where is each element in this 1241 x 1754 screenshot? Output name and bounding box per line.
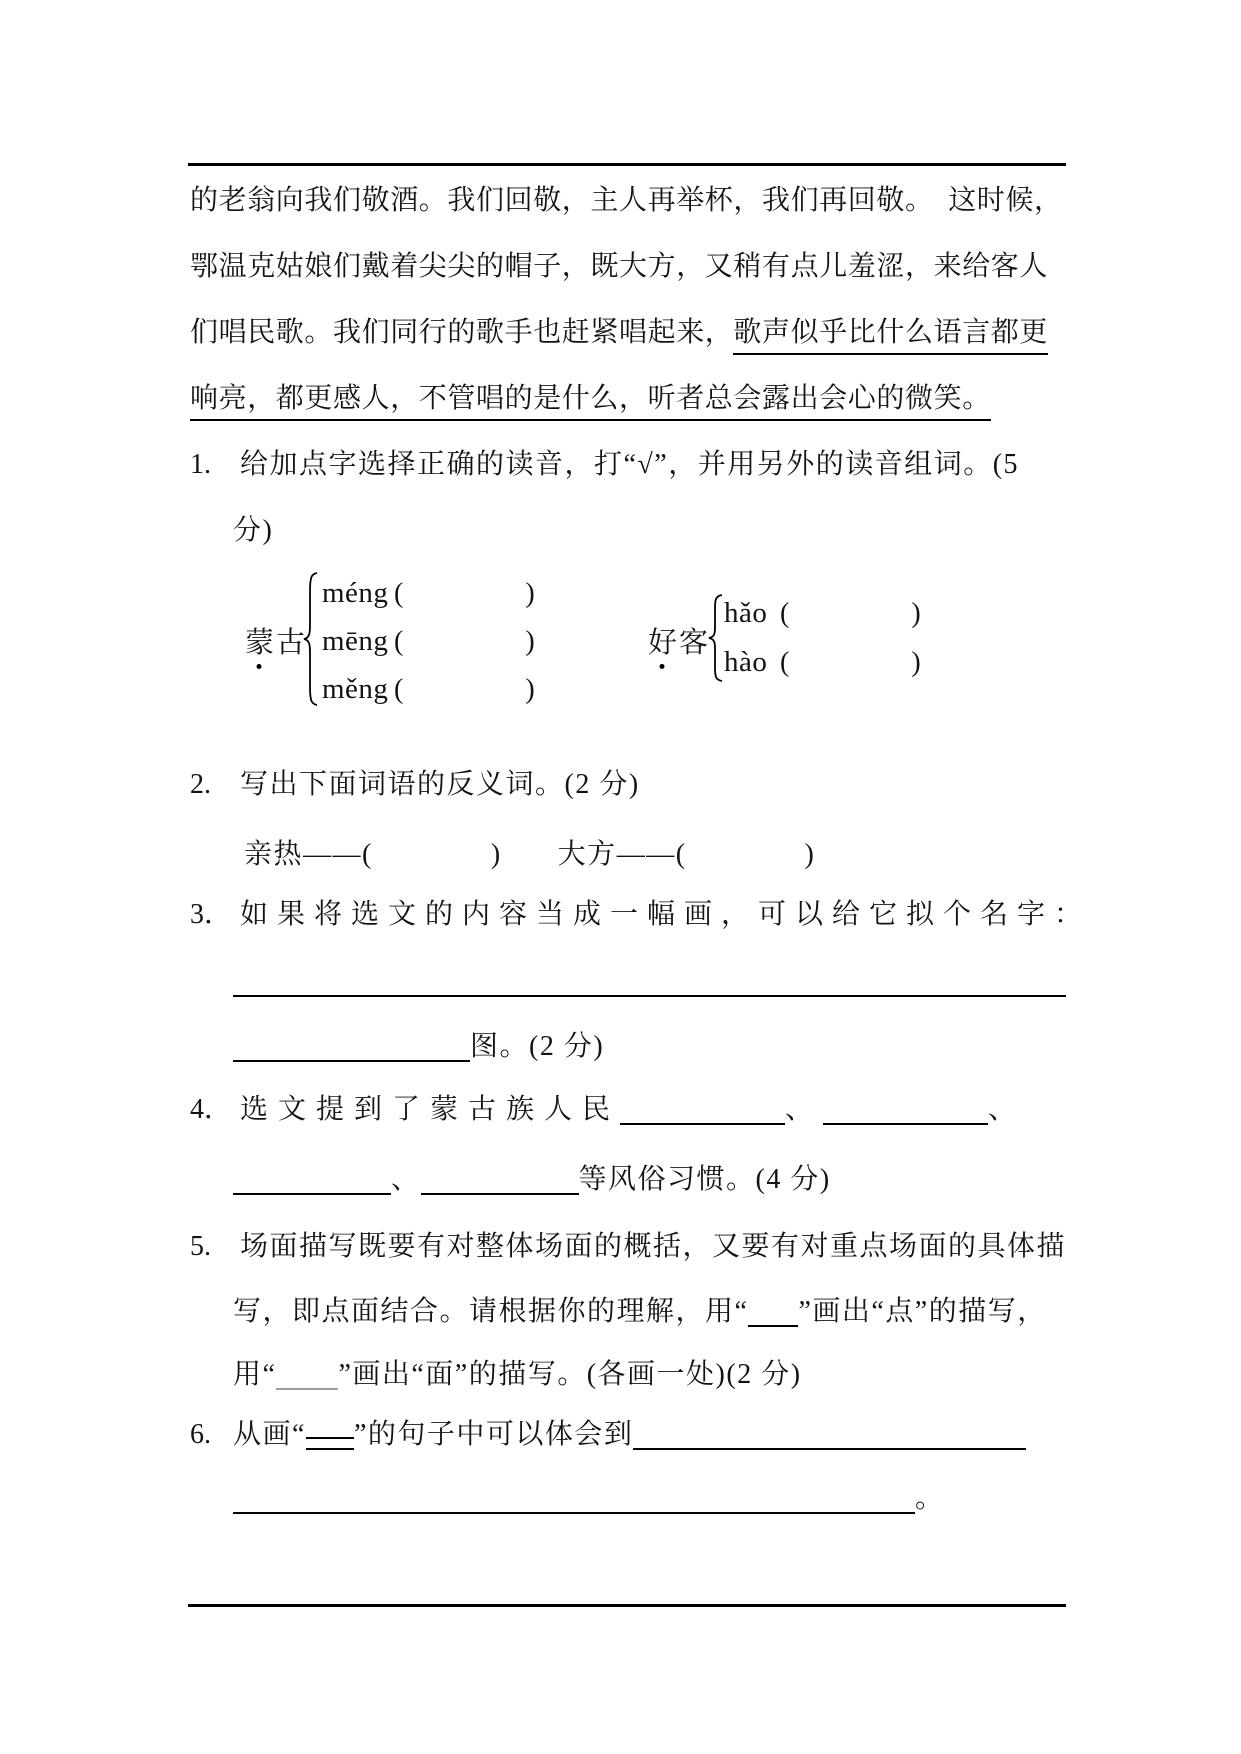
passage-line-3 (190, 316, 1048, 350)
close-paren: ) (525, 674, 535, 705)
question-1-number: 1. (190, 449, 211, 480)
q1-word-rest: 古 (276, 627, 308, 659)
q1-option-row (724, 645, 921, 680)
q5-line2-post: ”画出“点”的描写， (798, 1296, 1047, 1327)
q2-word: 亲热 (244, 839, 304, 870)
pinyin-label: hào (724, 646, 768, 678)
question-3-text: 如果将选文的内容当成一幅画，可以给它拟个名字： (240, 899, 1092, 930)
question-2-text: 写出下面词语的反义词。(2 分) (240, 769, 640, 800)
q3-answer-blank (233, 1032, 470, 1062)
passage-line-2 (190, 250, 1048, 284)
close-paren: ) (911, 598, 921, 629)
q1-option-row (724, 596, 921, 631)
open-paren: ( (394, 578, 404, 609)
question-3 (190, 898, 1091, 932)
question-1-text: 给加点字选择正确的读音，打“√”，并用另外的读音组词。(5 (240, 449, 1020, 480)
close-paren: ) (490, 839, 502, 870)
question-1-continuation (233, 514, 273, 548)
q1-word-haoke (648, 620, 710, 661)
q5-area-line-mark (276, 1360, 338, 1390)
q5-point-line-mark (748, 1297, 798, 1327)
open-paren: ( (780, 598, 790, 629)
question-4-number: 4． (190, 1094, 233, 1125)
question-5-line2 (233, 1295, 1047, 1329)
q6-double-underline-mark (306, 1437, 354, 1450)
question-4-tail: 等风俗习惯。(4 分) (578, 1164, 831, 1195)
q1-option-row (322, 624, 535, 659)
q1-option-row (322, 672, 535, 707)
curly-brace (708, 594, 724, 682)
passage-line-1 (190, 184, 1063, 218)
q5-line2-pre: 写，即点面结合。请根据你的理解，用“ (233, 1296, 749, 1327)
question-5-line3 (233, 1358, 802, 1392)
open-paren: ( (780, 647, 790, 678)
open-paren: ( (394, 674, 404, 705)
close-paren: ) (525, 578, 535, 609)
question-5-number: 5. (190, 1231, 211, 1262)
q1-dotted-char: 好 (648, 627, 680, 659)
passage-line-4 (190, 382, 991, 416)
dun-comma: 、 (391, 1164, 421, 1195)
pinyin-label: měng (322, 673, 389, 705)
question-6-continuation (233, 1482, 945, 1516)
passage-text: 们唱民歌。我们同行的歌手也赶紧唱起来， (190, 317, 734, 348)
passage-underlined-text: 响亮，都更感人，不管唱的是什么，听者总会露出会心的微笑。 (190, 383, 991, 421)
q1-option-row (322, 576, 535, 611)
question-3-continuation (233, 1030, 604, 1064)
q2-connector: ——( (303, 839, 373, 870)
dun-comma: 、 (988, 1094, 1027, 1125)
question-5 (190, 1230, 1066, 1264)
q4-answer-blank (233, 1165, 391, 1195)
q5-line3-post: ”画出“面”的描写。(各画一处)(2 分) (338, 1359, 802, 1390)
question-5-line1: 场面描写既要有对整体场面的概括，又要有对重点场面的具体描 (240, 1231, 1067, 1262)
q4-answer-blank (823, 1095, 988, 1125)
q6-answer-blank (233, 1484, 915, 1514)
open-paren: ( (394, 626, 404, 657)
question-2-answers (244, 838, 815, 872)
question-4-continuation (233, 1163, 831, 1197)
question-4 (190, 1093, 1026, 1127)
passage-text: 鄂温克姑娘们戴着尖尖的帽子，既大方，又稍有点儿羞涩，来给客人 (190, 251, 1049, 282)
q6-post: ”的句子中可以体会到 (353, 1419, 634, 1450)
q5-line3-pre: 用“ (233, 1359, 277, 1390)
q4-answer-blank (620, 1095, 785, 1125)
passage-text: 的老翁向我们敬酒。我们回敬，主人再举杯，我们再回敬。 这时候， (190, 185, 1063, 216)
q3-answer-line (233, 995, 1066, 997)
question-2 (190, 768, 640, 802)
q1-word-rest: 客 (679, 627, 711, 659)
q6-pre: 从画“ (233, 1419, 306, 1450)
passage-underlined-text: 歌声似乎比什么语言都更 (733, 317, 1048, 355)
question-6-number: 6. (190, 1419, 211, 1450)
bottom-divider-line (188, 1604, 1066, 1607)
curly-brace (303, 572, 319, 706)
question-6 (190, 1418, 1026, 1452)
question-1 (190, 448, 1019, 482)
full-stop: 。 (915, 1483, 945, 1514)
close-paren: ) (804, 839, 816, 870)
q1-dotted-char: 蒙 (245, 627, 277, 659)
question-3-suffix: 图。(2 分) (470, 1031, 605, 1062)
dun-comma: 、 (785, 1094, 824, 1125)
question-3-number: 3． (190, 899, 233, 930)
question-2-number: 2. (190, 769, 211, 800)
q4-answer-blank (421, 1165, 579, 1195)
q1-word-menggu (245, 620, 307, 661)
pinyin-label: hǎo (724, 597, 768, 629)
question-4-lead: 选文提到了蒙古族人民 (240, 1094, 621, 1125)
close-paren: ) (525, 626, 535, 657)
q2-word: 大方 (557, 839, 617, 870)
pinyin-label: mēng (322, 625, 389, 657)
close-paren: ) (911, 647, 921, 678)
q6-answer-blank (633, 1420, 1026, 1450)
pinyin-label: méng (322, 577, 389, 609)
q2-connector: ——( (616, 839, 687, 870)
question-1-text-cont: 分) (233, 515, 274, 546)
top-divider-line (188, 163, 1066, 166)
